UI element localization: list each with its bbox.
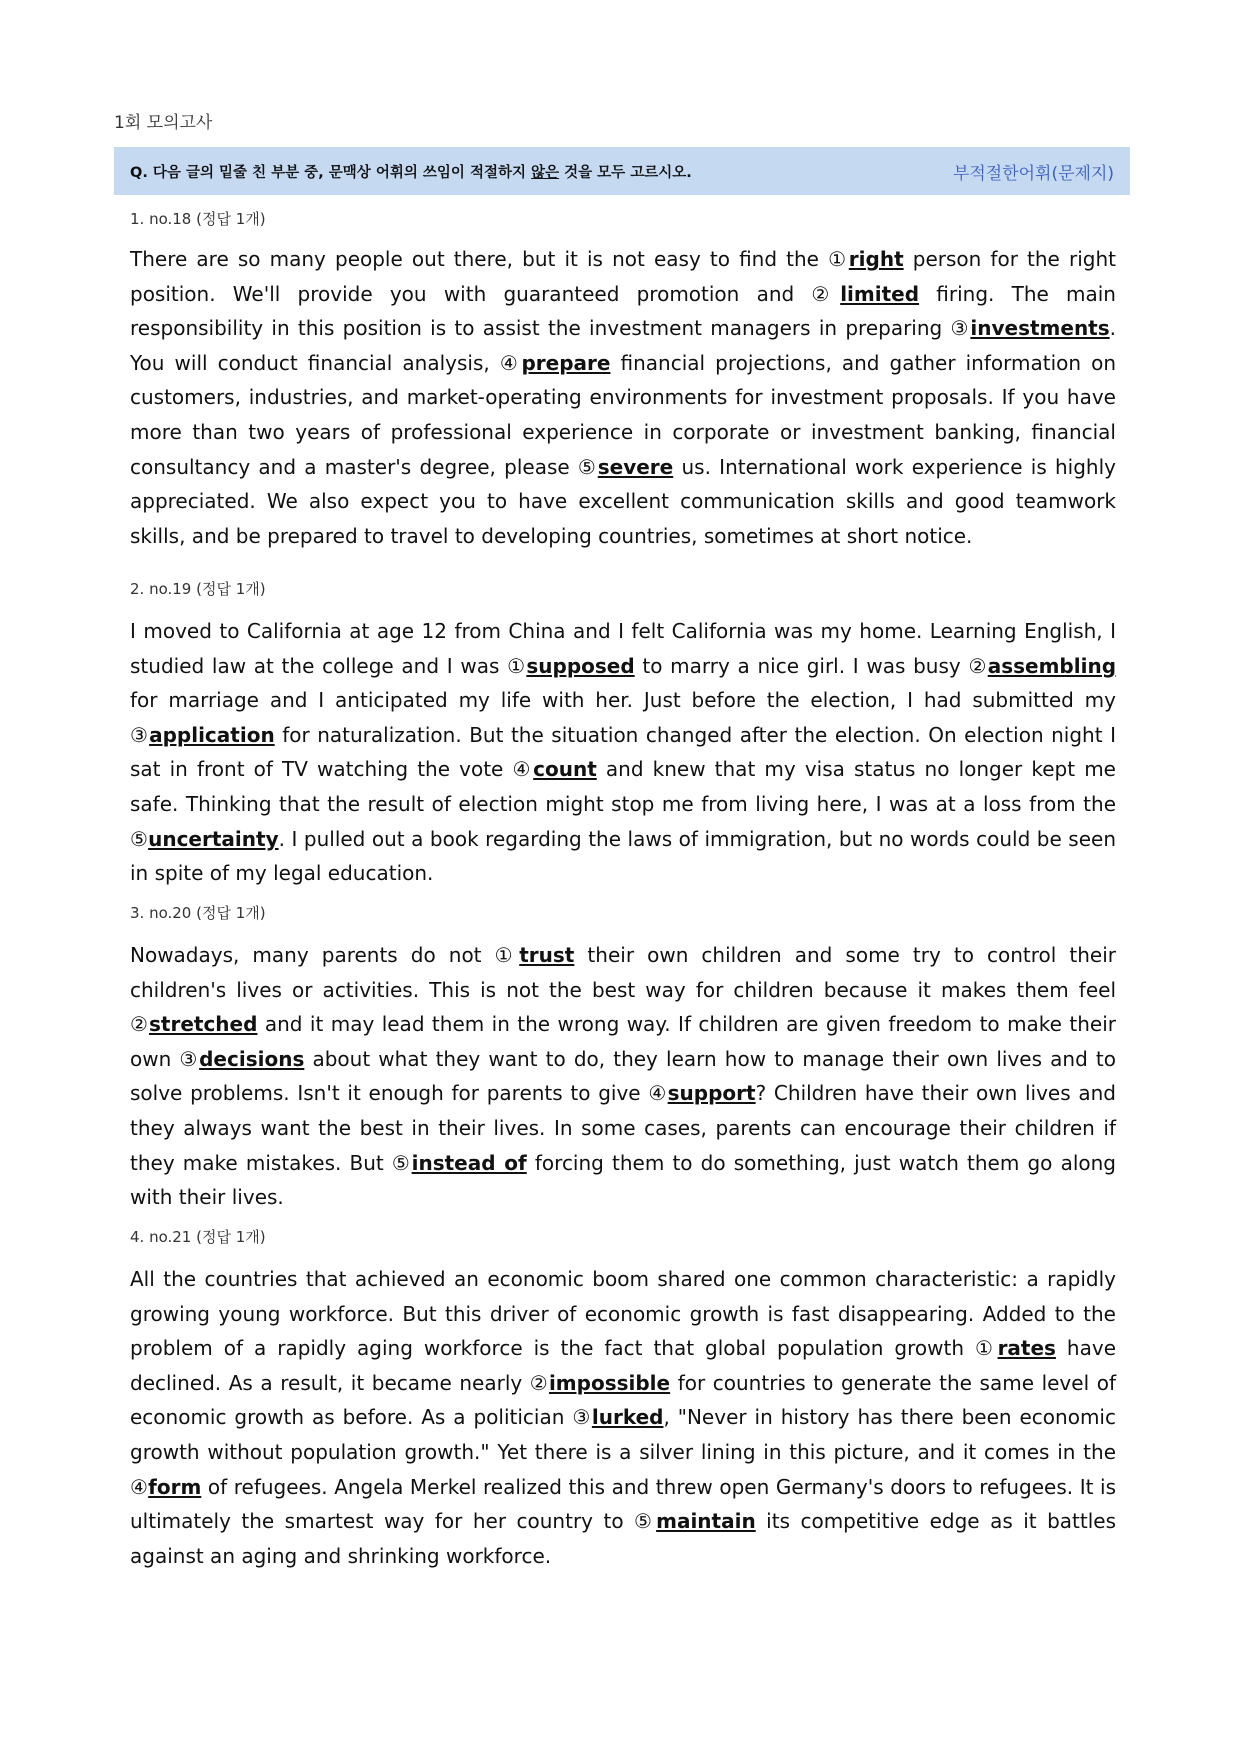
passage-text: I moved to California at age 12 from China and I felt California was my home. Learning English, I studied law at the college and I was <box>130 619 1116 678</box>
question-4-passage <box>130 1262 1116 1573</box>
underlined-word: form <box>148 1474 202 1499</box>
underlined-word: impossible <box>548 1370 671 1395</box>
option-number: ① <box>494 943 520 967</box>
option-number: ⑤ <box>391 1150 412 1175</box>
underlined-word: supposed <box>526 653 635 678</box>
option-number: ① <box>975 1336 998 1361</box>
underlined-word: support <box>667 1081 756 1106</box>
passage-text: All the countries that achieved an economic boom shared one common characteristic: a rapidly growing young workforce. But this driver of economic growth is fast disappearing. Added to the problem of a rapidly aging workforce is the fact that global population growth <box>130 1267 1116 1361</box>
option-number: ③ <box>950 316 971 341</box>
question-3-passage <box>130 938 1116 1215</box>
option-number: ① <box>828 247 849 271</box>
option-number: ④ <box>499 350 522 375</box>
underlined-word: application <box>149 722 275 747</box>
passage-text: person for the right position. We'll provide you with guaranteed promotion and <box>130 247 1116 306</box>
underlined-word: prepare <box>521 350 611 375</box>
question-2-passage <box>130 614 1116 891</box>
passage-text: us. International work experience is highly appreciated. We also expect you to have excellent communication skills and good teamwork skills, and be prepared to travel to developing countries, sometimes at short notice. <box>130 454 1116 548</box>
passage-text: their own children and some try to control their children's lives or activities. This is not the best way for children because it makes them feel <box>130 943 1117 1002</box>
instruction-emphasis: 않은 <box>531 164 560 181</box>
underlined-word: right <box>848 247 904 271</box>
option-number: ② <box>968 653 988 678</box>
passage-text: for marriage and I anticipated my life with her. Just before the election, I had submitted my <box>130 688 1116 713</box>
option-number: ② <box>529 1370 549 1395</box>
option-number: ③ <box>179 1046 200 1071</box>
passage-text: have declined. As a result, it became nearly <box>130 1336 1117 1395</box>
question-1-heading: 1. no.18 (정답 1개) <box>130 210 266 228</box>
option-number: ② <box>811 281 841 306</box>
question-3-heading: 3. no.20 (정답 1개) <box>130 904 266 922</box>
underlined-word: instead of <box>411 1150 527 1175</box>
passage-text: and knew that my visa status no longer kept me safe. Thinking that the result of election might stop me from living here, I was at a loss from the <box>130 757 1116 816</box>
underlined-word: trust <box>519 943 575 967</box>
option-number: ⑤ <box>577 454 598 479</box>
question-2-heading: 2. no.19 (정답 1개) <box>130 580 266 598</box>
passage-text: and it may lead them in the wrong way. If children are given freedom to make their own <box>130 1012 1116 1071</box>
option-number: ② <box>130 1012 149 1037</box>
passage-text: forcing them to do something, just watch them go along with their lives. <box>130 1150 1116 1210</box>
passage-text: , "Never in history has there been economic growth without population growth." Yet there is a silver lining in this picture, and it comes in the <box>130 1405 1116 1464</box>
underlined-word: severe <box>597 454 674 479</box>
underlined-word: investments <box>970 316 1110 341</box>
passage-text: financial projections, and gather information on customers, industries, and market-operating environments for investment proposals. If you have more than two years of professional experience in corporate or investment banking, financial consultancy and a master's degree, please <box>130 350 1117 479</box>
passage-text: to marry a nice girl. I was busy <box>634 653 969 678</box>
underlined-word: limited <box>840 281 920 306</box>
option-number: ④ <box>512 757 534 782</box>
option-number: ⑤ <box>130 826 149 851</box>
passage-text: . You will conduct financial analysis, <box>130 316 1117 375</box>
instruction-after: 것을 모두 고르시오. <box>559 164 692 181</box>
passage-text: its competitive edge as it battles against an aging and shrinking workforce. <box>130 1509 1117 1568</box>
question-4-heading: 4. no.21 (정답 1개) <box>130 1228 266 1246</box>
underlined-word: stretched <box>149 1012 258 1037</box>
passage-text: There are so many people out there, but it is not easy to find the <box>130 247 829 271</box>
passage-text: ? Children have their own lives and they always want the best in their lives. In some cases, parents can encourage their children if they make mistakes. But <box>130 1081 1117 1175</box>
passage-text: for countries to generate the same level of economic growth as before. As a politician <box>130 1370 1116 1430</box>
underlined-word: assembling <box>987 653 1117 678</box>
instruction-bar <box>114 147 1130 195</box>
underlined-word: lurked <box>591 1405 664 1430</box>
option-number: ③ <box>130 722 150 747</box>
passage-text: Nowadays, many parents do not <box>130 943 495 967</box>
passage-text: . I pulled out a book regarding the laws of immigration, but no words could be seen in spite of my legal education. <box>130 826 1116 886</box>
underlined-word: rates <box>997 1336 1056 1361</box>
option-number: ④ <box>130 1474 149 1499</box>
passage-text: about what they want to do, they learn how to manage their own lives and to solve problems. Isn't it enough for parents to give <box>130 1046 1116 1106</box>
underlined-word: uncertainty <box>148 826 279 851</box>
question-1-passage <box>130 242 1116 553</box>
option-number: ⑤ <box>634 1509 657 1534</box>
passage-text: for naturalization. But the situation changed after the election. On election night I sat in front of TV watching the vote <box>130 722 1116 782</box>
underlined-word: count <box>533 757 597 782</box>
worksheet-tag: 부적절한어휘(문제지) <box>952 163 1114 184</box>
instruction-before: Q. 다음 글의 밑줄 친 부분 중, 문맥상 어휘의 쓰임이 적절하지 <box>130 164 532 181</box>
option-number: ① <box>507 653 527 678</box>
underlined-word: decisions <box>199 1046 305 1071</box>
instruction-text <box>130 161 692 182</box>
page-label: 1회 모의고사 <box>114 113 213 133</box>
option-number: ③ <box>572 1405 592 1430</box>
underlined-word: maintain <box>656 1509 756 1534</box>
passage-text: firing. The main responsibility in this position is to assist the investment managers in preparing <box>130 281 1116 341</box>
option-number: ④ <box>648 1081 668 1106</box>
passage-text: of refugees. Angela Merkel realized this and threw open Germany's doors to refugees. It is ultimately the smartest way for her country to <box>130 1474 1116 1534</box>
